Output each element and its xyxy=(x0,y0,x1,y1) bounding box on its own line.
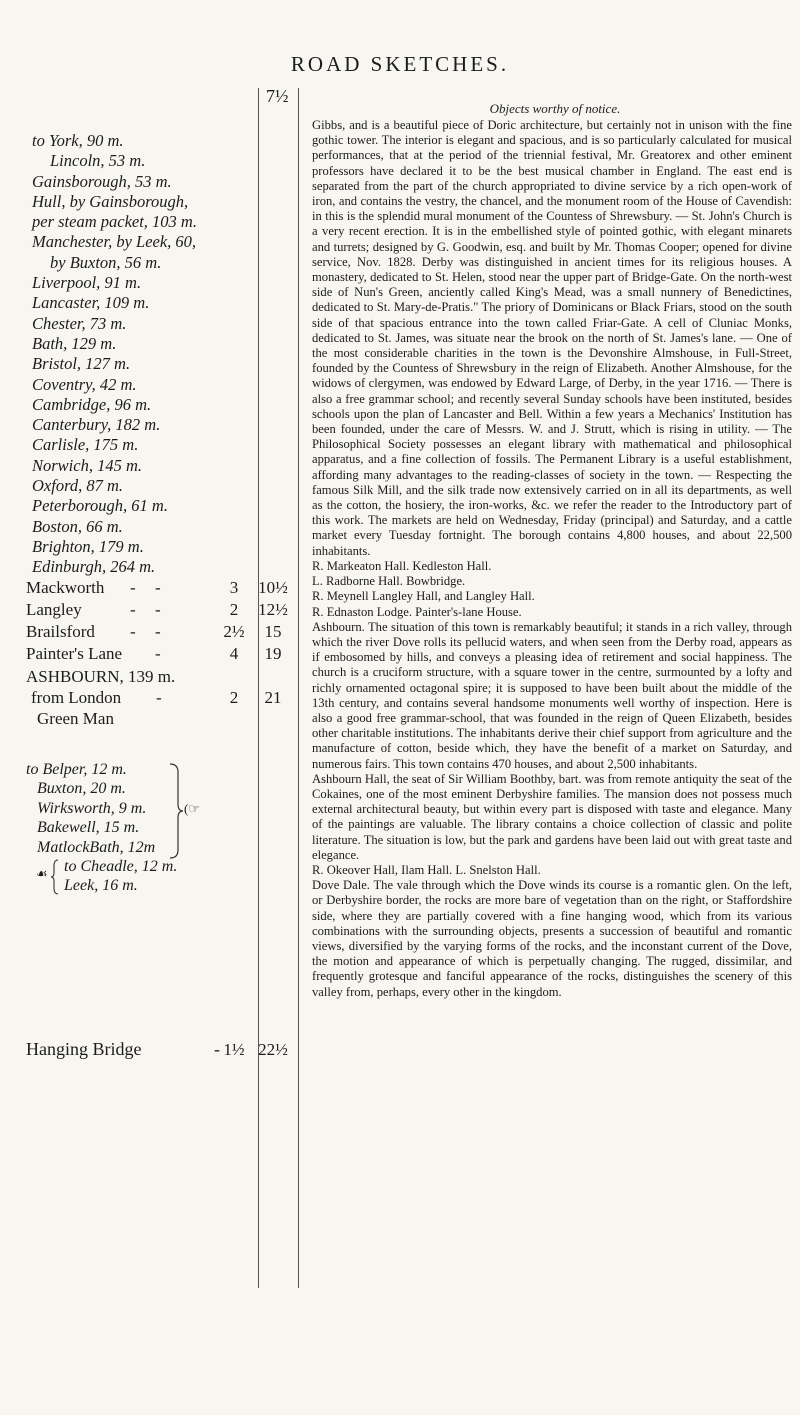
paragraph-ashbourn: Ashbourn. The situation of this town is remarkably beautiful; it stands in a rich valley, through which the river Dove rolls its pellucid waters, and when seen from the Derby road, appears as if embosomed by hills, and conveys a pleasing idea of retirement and social happiness. The church is a cruciform structure, with a square tower in the centre, surmounted by a lofty and richly ornamented octagonal spire; it is supposed to have been built about the middle of the 13th century, and contains several handsome monuments well worthy of inspection. Here is also a good free grammar-school, that was founded in the reign of Queen Elizabeth, besides other charitable institutions. The inhabitants derive their chief support from agriculture and the manufacture of cotton, beside which, they have the benefit of a market on Saturday, and numerous fairs. This town contains 470 houses, and about 2,500 inhabitants. xyxy=(312,619,792,771)
branch-item: to Belper, 12 m. xyxy=(26,761,127,778)
route-total: 19 xyxy=(264,644,282,663)
destination-item: Brighton, 179 m. xyxy=(32,536,144,556)
branch-item: Leek, 16 m. xyxy=(64,877,138,895)
destination-item: Manchester, by Leek, 60, xyxy=(32,232,197,252)
ashbourn-inn: Green Man xyxy=(37,709,114,728)
destination-item: Lincoln, 53 m. xyxy=(50,151,146,171)
route-total: 15 xyxy=(264,622,282,641)
destination-item: Cambridge, 96 m. xyxy=(32,394,152,414)
branch-item: MatlockBath, 12m xyxy=(37,838,156,856)
paragraph-dove-dale: Dove Dale. The vale through which the Dove winds its course is a romantic glen. On the left, or Derbyshire border, the rocks are more bare of vegetation than on the right, or Staffordshire side, where they are partially covered with a fine hanging wood, which from its various combinations with the surrounding objects, presents a succession of beautiful and romantic views, diversified by the varying forms of the rocks, and the inconstant current of the Dove, the motion and appearance of which is perpetually changing. The rugged, dissimilar, and frequently grotesque and fanciful appearance of the rocks, distinguishes the scenery of this valley from, perhaps, every other in the kingdom. xyxy=(312,878,792,999)
destination-item: to York, 90 m. xyxy=(32,131,124,150)
destination-list xyxy=(32,131,247,578)
paragraph-seats-2: L. Radborne Hall. Bowbridge. xyxy=(312,574,466,589)
destination-item: Canterbury, 182 m. xyxy=(32,415,161,435)
destination-item: Bath, 129 m. xyxy=(32,333,117,353)
route-dash: - xyxy=(155,622,161,641)
route-dash: - xyxy=(155,600,161,619)
route-place: Hanging Bridge xyxy=(26,1039,142,1059)
route-dash: - xyxy=(155,644,161,663)
route-dash: - xyxy=(130,578,136,597)
destination-item: Liverpool, 91 m. xyxy=(32,273,142,293)
running-head: ROAD SKETCHES. xyxy=(290,52,510,76)
route-dash: - xyxy=(130,600,136,619)
objects-heading: Objects worthy of notice. xyxy=(489,101,621,116)
branch-item: Wirksworth, 9 m. xyxy=(37,799,147,817)
paragraph-derby: Gibbs, and is a beautiful piece of Doric architecture, but certainly not in unison with the fine gothic tower. The interior is elegant and spacious, and is so particularly calculated for musical performances, that at the period of the triennial festival, Mr. Greatorex and other eminent professors have declared it to be the best musical chamber in England. The east end is separated from the part of the church appropriated to divine service by a rich open-work of iron, and contains the vestry, the chancel, and the monument room of the House of Cavendish: in this is the splendid mural monument of the Countess of Shrewsbury. — St. John's Church is a very recent erection. It is in the embellished style of pointed gothic, with elegant minarets and turrets; designed by G. Goodwin, esq. and built by Mr. Thomas Cooper; opened for divine service, Nov. 1828. Derby was distinguished in ancient times for its religious houses. A monastery, dedicated to St. Helen, stood near the upper part of Bridge-Gate. On the north-west side of Nun's Green, anciently called King's Mead, was a small nunnery of Benedictines, dedicated to St. Mary-de-Pratis." The priory of Dominicans or Black Friars, stood on the south side of that spacious entrance into the town called Friar-Gate. A cell of Cluniac Monks, dedicated to St. James, was situate near the brook on the north of St. James's lane. — One of the most considerable charities in the town is the Devonshire Almshouse, in Full-Street, founded by the Countess of Shrewsbury in the reign of Elizabeth. Another Almshouse, for the widows of clergymen, was endowed by Edward Large, of Derby, in the year 1716. — There is also a free grammar school; and recently several Sunday schools have been instituted, besides schools upon the plan of Lancaster and Bell. Within a few years a Mechanics' Institution has been founded, under the care of Messrs. W. and J. Strutt, which is rising in utility. — The Philosophical Society possesses an elegant library with mathematical and philosophical apparatus, and a fine collection of fossils. The Permanent Library is a useful establishment, affording many advantages to the reading-classes of society in the town. — Respecting the famous Silk Mill, and the silk trade now extensively carried on in all its departments, as well as the cotton, the hosiery, the iron-works, &c. we refer the reader to the Introductory part of this work. The markets are held on Wednesday, Friday (principal) and Saturday, and a cattle market every Tuesday fortnight. The borough contains 4,800 houses, and about 22,500 inhabitants. xyxy=(312,118,792,558)
branch-mark: ☙ xyxy=(36,866,48,881)
route-stage: 2 xyxy=(229,600,239,619)
paragraph-seats-1: R. Markeaton Hall. Kedleston Hall. xyxy=(312,558,492,573)
destination-item: Gainsborough, 53 m. xyxy=(32,171,172,191)
route-dash: - xyxy=(214,1039,220,1059)
top-distance: 7½ xyxy=(266,86,289,106)
description-column xyxy=(312,118,792,1000)
destination-item: by Buxton, 56 m. xyxy=(50,252,162,272)
route-dash: - xyxy=(155,578,161,597)
destination-item: Edinburgh, 264 m. xyxy=(32,557,156,577)
route-stage: 1½ xyxy=(223,1040,245,1059)
branch-roads xyxy=(26,760,155,857)
route-place: Langley xyxy=(26,600,82,619)
destination-item: Oxford, 87 m. xyxy=(32,476,124,496)
destination-item: per steam packet, 103 m. xyxy=(32,212,197,232)
paragraph-seats-3: R. Meynell Langley Hall, and Langley Hall. xyxy=(312,589,535,604)
route-place: Mackworth xyxy=(26,578,105,597)
route-stage: 3 xyxy=(229,578,239,597)
branch-mark: (☞ xyxy=(184,801,200,816)
paragraph-seats-4: R. Ednaston Lodge. Painter's-lane House. xyxy=(312,604,522,619)
route-stage: 2 xyxy=(229,688,239,707)
branch-item: Buxton, 20 m. xyxy=(37,780,126,798)
ashbourn-from-london: from London xyxy=(31,688,122,707)
route-place: Painter's Lane xyxy=(26,644,123,663)
paragraph-ashbourn-hall: Ashbourn Hall, the seat of Sir William Boothby, bart. was from remote antiquity the seat of the Cokaines, one of the most eminent Derbyshire families. The mansion does not possess much external architectural beauty, but within every part is disposed with taste and elegance. Many of the paintings are valuable. The library contains a choice collection of classic and polite literature. The situation is low, but the park and gardens have been laid out with great taste and elegance. xyxy=(312,771,792,862)
route-total: 21 xyxy=(264,688,282,707)
destination-item: Chester, 73 m. xyxy=(32,313,127,333)
paragraph-seats-5: R. Okeover Hall, Ilam Hall. L. Snelston Hall. xyxy=(312,862,541,877)
ashbourn-line2 xyxy=(26,687,191,708)
route-dash: - xyxy=(156,688,162,707)
branch-item: to Cheadle, 12 m. xyxy=(64,858,178,875)
destination-item: Peterborough, 61 m. xyxy=(32,496,168,516)
destination-item: Boston, 66 m. xyxy=(32,516,123,536)
branch-brace xyxy=(50,858,60,896)
column-rule-middle xyxy=(298,88,299,1288)
branch-brace xyxy=(168,762,184,860)
destination-item: Bristol, 127 m. xyxy=(32,354,131,374)
route-stage: 4 xyxy=(229,644,239,663)
route-total: 22½ xyxy=(258,1040,288,1059)
destination-item: Hull, by Gainsborough, xyxy=(32,191,189,211)
ashbourn-title: ASHBOURN, 139 m. xyxy=(26,667,176,686)
route-total: 12½ xyxy=(258,600,288,619)
route-stage: 2½ xyxy=(223,622,245,641)
destination-item: Coventry, 42 m. xyxy=(32,374,137,394)
route-dash: - xyxy=(130,622,136,641)
branch-item: Bakewell, 15 m. xyxy=(37,819,140,837)
route-place: Brailsford xyxy=(26,622,95,641)
branch-roads-2 xyxy=(56,857,177,896)
destination-item: Carlisle, 175 m. xyxy=(32,435,139,455)
ashbourn-block xyxy=(26,666,191,729)
destination-item: Norwich, 145 m. xyxy=(32,455,143,475)
destination-item: Lancaster, 109 m. xyxy=(32,293,150,313)
route-total: 10½ xyxy=(258,578,288,597)
